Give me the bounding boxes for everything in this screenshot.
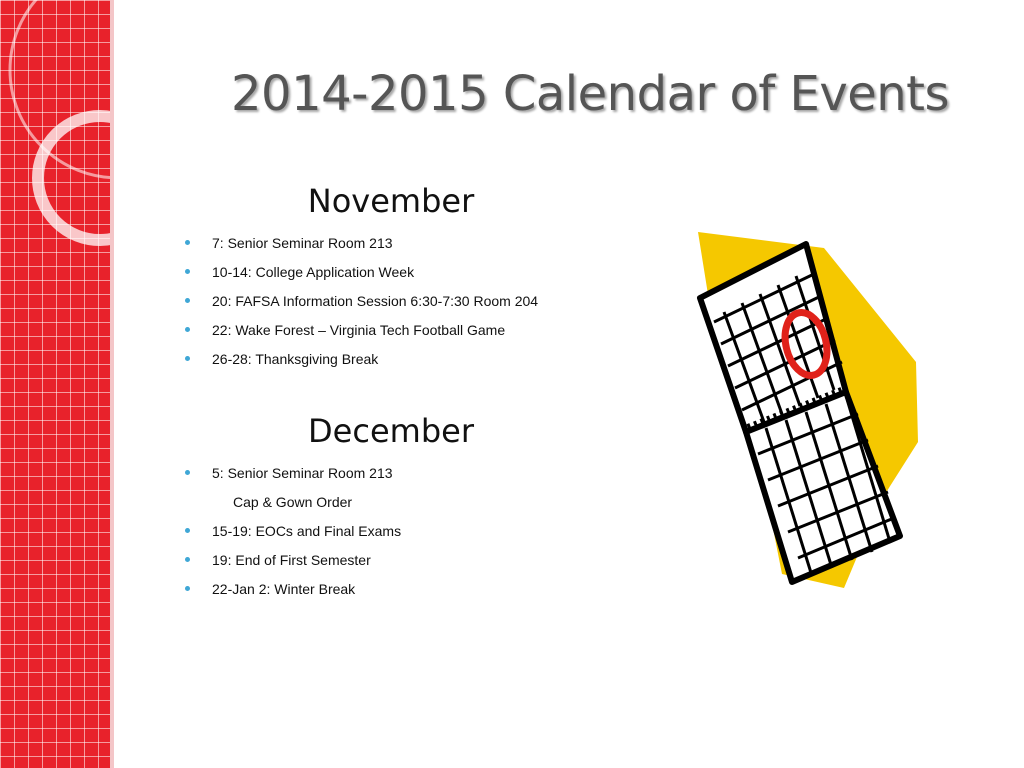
list-item: 22-Jan 2: Winter Break	[184, 579, 401, 608]
slide-title: 2014-2015 Calendar of Events	[230, 66, 950, 122]
list-item: 26-28: Thanksgiving Break	[184, 349, 538, 378]
december-event-list	[184, 463, 401, 608]
list-item: 15-19: EOCs and Final Exams	[184, 521, 401, 550]
november-event-list	[184, 233, 538, 378]
list-item: 19: End of First Semester	[184, 550, 401, 579]
month-heading-december: December	[308, 412, 474, 450]
list-item: 22: Wake Forest – Virginia Tech Football Game	[184, 320, 538, 349]
decorative-side-strip	[0, 0, 114, 768]
list-item: 10-14: College Application Week	[184, 262, 538, 291]
month-heading-november: November	[307, 182, 475, 220]
list-item: 5: Senior Seminar Room 213	[184, 463, 401, 492]
calendar-icon	[694, 232, 920, 590]
list-item: 7: Senior Seminar Room 213	[184, 233, 538, 262]
list-item-continuation: Cap & Gown Order	[233, 494, 353, 510]
decorative-rings	[0, 0, 114, 768]
list-item: 20: FAFSA Information Session 6:30-7:30 Room 204	[184, 291, 538, 320]
